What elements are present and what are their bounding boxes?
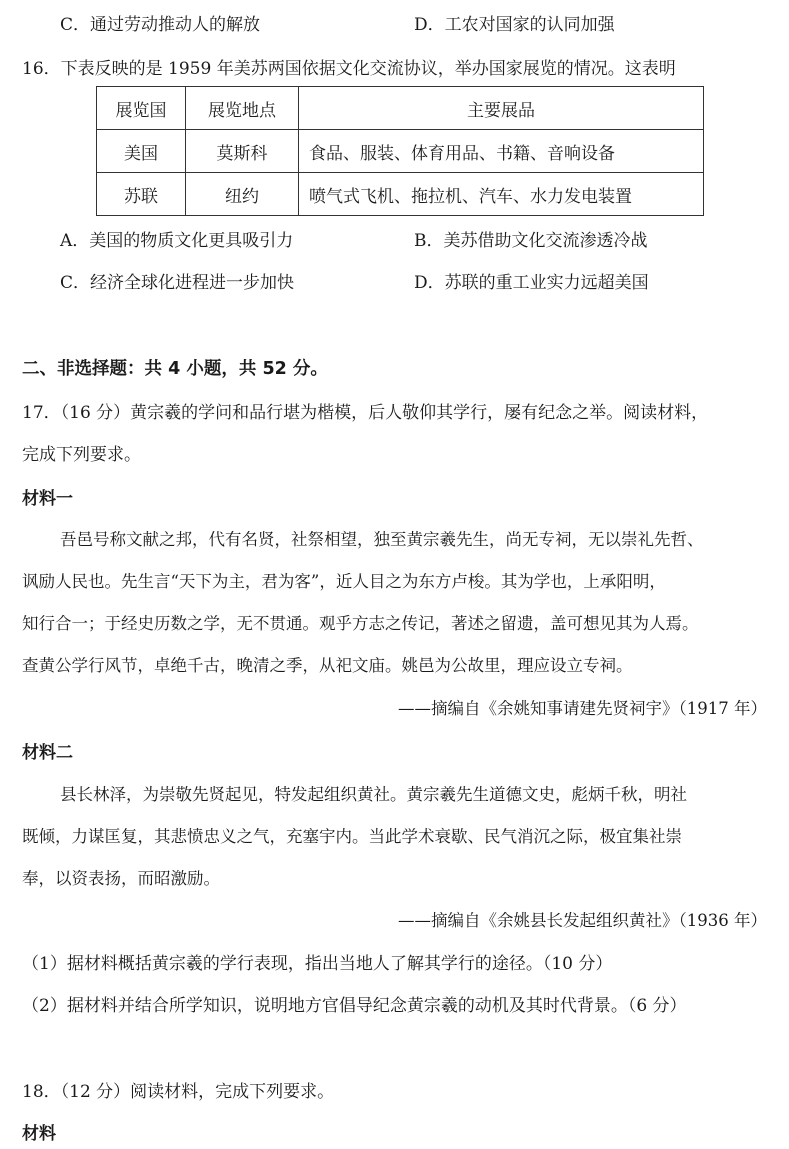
- q17-material2-source: ——摘编自《余姚县长发起组织黄社》（1936 年）: [398, 911, 767, 930]
- q17-material2-line: 奉，以资表扬，而昭激励。: [22, 869, 220, 888]
- table-header-cell: 主要展品: [299, 87, 704, 130]
- q17-requirement-2: （2）据材料并结合所学知识，说明地方官倡导纪念黄宗羲的动机及其时代背景。（6 分）: [22, 996, 687, 1016]
- table-cell: 苏联: [97, 173, 186, 216]
- table-cell: 美国: [97, 130, 186, 173]
- q17-material1-line: 吾邑号称文献之邦，代有名贤，社祭相望，独至黄宗羲先生，尚无专祠，无以崇礼先哲、: [60, 530, 704, 549]
- q16-option-a: A．美国的物质文化更具吸引力: [60, 231, 294, 251]
- q16-option-b: B．美苏借助文化交流渗透冷战: [414, 231, 648, 251]
- q17-material2-line: 县长林泽，为崇敬先贤起见，特发起组织黄社。黄宗羲先生道德文史，彪炳千秋，明社: [60, 785, 687, 804]
- table-row: [97, 130, 704, 173]
- exhibition-table: [96, 86, 704, 216]
- q16-option-d: D．苏联的重工业实力远超美国: [414, 273, 649, 293]
- q17-requirement-1: （1）据材料概括黄宗羲的学行表现，指出当地人了解其学行的途径。（10 分）: [22, 954, 613, 974]
- table-header-cell: 展览地点: [186, 87, 299, 130]
- q17-material1-source: ——摘编自《余姚知事请建先贤祠宇》（1917 年）: [398, 699, 767, 718]
- q17-material2-title: 材料二: [22, 743, 73, 763]
- section-heading: 二、非选择题：共 4 小题，共 52 分。: [22, 359, 328, 379]
- q18-material-title: 材料: [22, 1124, 56, 1144]
- q17-material1-line: 查黄公学行风节，卓绝千古，晚清之季，从祀文庙。姚邑为公故里，理应设立专祠。: [22, 656, 633, 675]
- q17-material1-line: 知行合一；于经史历数之学，无不贯通。观乎方志之传记，著述之留遗，盖可想见其为人焉。: [22, 614, 699, 633]
- table-row: [97, 173, 704, 216]
- table-cell: 纽约: [186, 173, 299, 216]
- table-cell: 喷气式飞机、拖拉机、汽车、水力发电装置: [299, 173, 704, 216]
- table-cell: 莫斯科: [186, 130, 299, 173]
- q16-option-c: C．经济全球化进程进一步加快: [60, 273, 295, 293]
- q17-material2-line: 既倾，力谋匡复，其悲愤忠义之气，充塞宇内。当此学术衰歇、民气消沉之际，极宜集社崇: [22, 827, 682, 846]
- q17-stem-line2: 完成下列要求。: [22, 445, 141, 465]
- q17-stem-line1: 17．（16 分）黄宗羲的学问和品行堪为楷模，后人敬仰其学行，屡有纪念之举。阅读材料，: [22, 403, 709, 423]
- q17-material1-line: 讽励人民也。先生言“天下为主，君为客”，近人目之为东方卢梭。其为学也，上承阳明，: [22, 572, 666, 591]
- table-header-row: [97, 87, 704, 130]
- q17-material1-title: 材料一: [22, 489, 73, 509]
- q16-stem: 16．下表反映的是 1959 年美苏两国依据文化交流协议，举办国家展览的情况。这表明: [22, 59, 676, 79]
- q15-option-d: D．工农对国家的认同加强: [414, 15, 615, 35]
- q15-option-c: C．通过劳动推动人的解放: [60, 15, 261, 35]
- table-cell: 食品、服装、体育用品、书籍、音响设备: [299, 130, 704, 173]
- table-header-cell: 展览国: [97, 87, 186, 130]
- q18-stem: 18．（12 分）阅读材料，完成下列要求。: [22, 1082, 335, 1102]
